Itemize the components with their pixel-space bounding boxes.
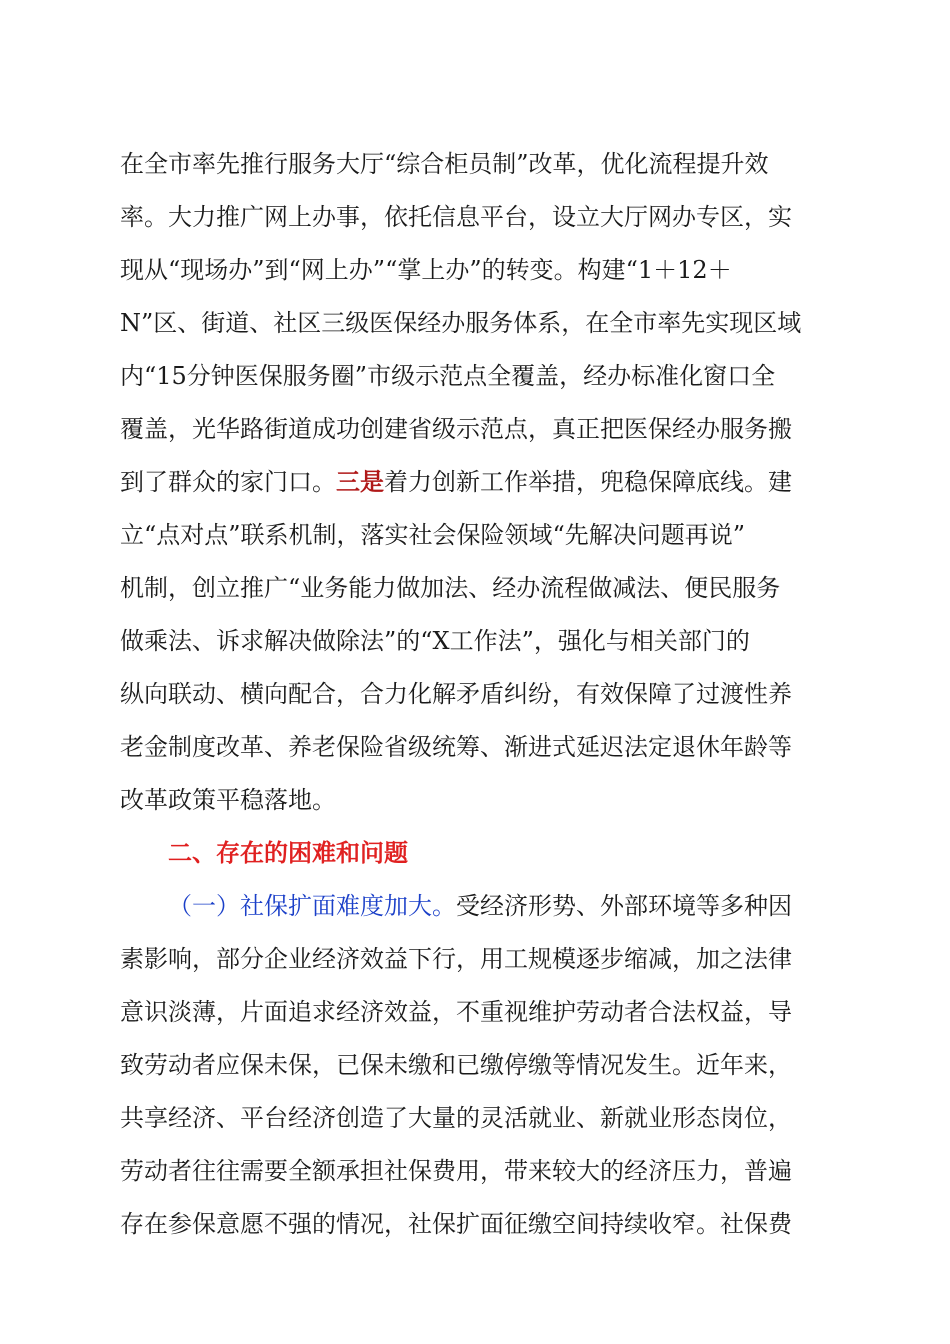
paragraph-text: 受经济形势、外部环境等多种因 [456,892,792,920]
paragraph-line: 素影响，部分企业经济效益下行，用工规模逐步缩减，加之法律 [120,945,792,973]
paragraph-line: 老金制度改革、养老保险省级统筹、渐进式延迟法定退休年龄等 [120,733,792,761]
paragraph-line: 改革政策平稳落地。 [120,786,336,814]
paragraph-line: 纵向联动、横向配合，合力化解矛盾纠纷，有效保障了过渡性养 [120,680,792,708]
paragraph-line [120,456,825,509]
paragraph-line: 覆盖，光华路街道成功创建省级示范点，真正把医保经办服务搬 [120,415,792,443]
document-body [120,138,825,1251]
subsection-title: （一）社保扩面难度加大。 [168,892,456,920]
paragraph-line: 意识淡薄，片面追求经济效益，不重视维护劳动者合法权益，导 [120,998,792,1026]
paragraph-line [120,880,825,933]
paragraph-line: 率。大力推广网上办事，依托信息平台，设立大厅网办专区，实 [120,203,792,231]
paragraph-text: 到了群众的家门口。 [120,468,336,496]
paragraph-line: 现从“现场办”到“网上办”“掌上办”的转变。构建“1＋12＋ [120,256,732,284]
bold-marker: 三是 [336,468,384,496]
paragraph-line: 在全市率先推行服务大厅“综合柜员制”改革，优化流程提升效 [120,150,769,178]
paragraph-line: N”区、街道、社区三级医保经办服务体系，在全市率先实现区域 [120,309,802,337]
paragraph-line: 共享经济、平台经济创造了大量的灵活就业、新就业形态岗位， [120,1104,792,1132]
paragraph-line: 做乘法、诉求解决做除法”的“X工作法”，强化与相关部门的 [120,627,750,655]
paragraph-text: 着力创新工作举措，兜稳保障底线。建 [384,468,792,496]
section-heading: 二、存在的困难和问题 [168,839,408,867]
paragraph-line: 内“15分钟医保服务圈”市级示范点全覆盖，经办标准化窗口全 [120,362,776,390]
paragraph-line: 机制，创立推广“业务能力做加法、经办流程做减法、便民服务 [120,574,781,602]
paragraph-line: 劳动者往往需要全额承担社保费用，带来较大的经济压力，普遍 [120,1157,792,1185]
paragraph-line: 立“点对点”联系机制，落实社会保险领域“先解决问题再说” [120,521,746,549]
paragraph-line: 存在参保意愿不强的情况，社保扩面征缴空间持续收窄。社保费 [120,1210,792,1238]
paragraph-line: 致劳动者应保未保，已保未缴和已缴停缴等情况发生。近年来， [120,1051,792,1079]
